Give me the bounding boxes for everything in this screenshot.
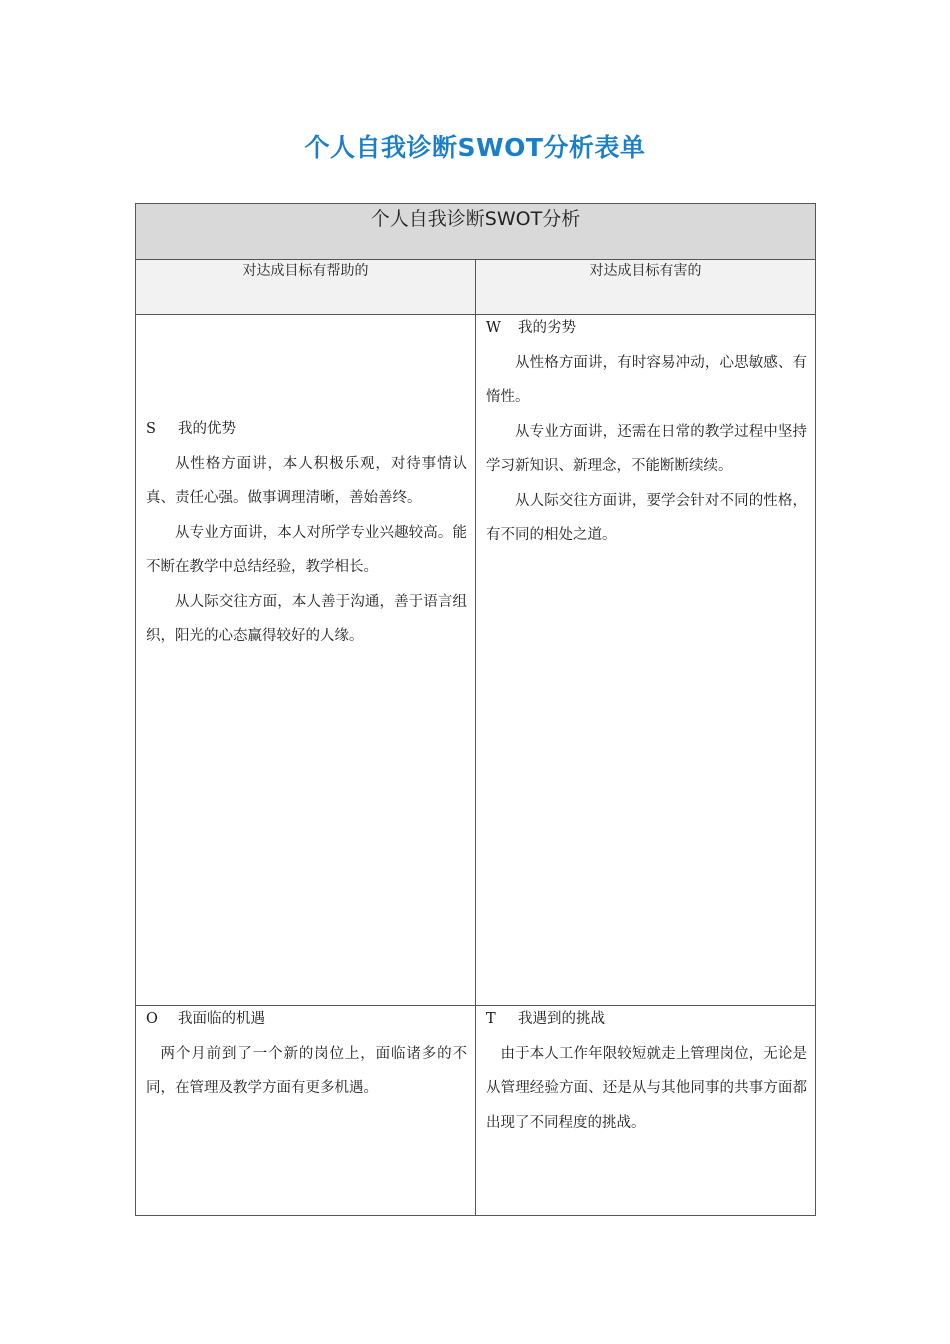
threats-paragraph: 由于本人工作年限较短就走上管理岗位，无论是从管理经验方面、还是从与其他同事的共事方面都出现了不同程度的挑战。 xyxy=(486,1045,808,1131)
opportunities-heading xyxy=(146,1002,467,1037)
strengths-heading xyxy=(146,412,467,447)
opportunities-cell xyxy=(136,1006,476,1216)
strengths-paragraph: 从专业方面讲，本人对所学专业兴趣较高。能不断在教学中总结经验，教学相长。 xyxy=(146,524,467,575)
opportunities-paragraph: 两个月前到了一个新的岗位上，面临诸多的不同，在管理及教学方面有更多机遇。 xyxy=(146,1045,467,1096)
weaknesses-letter: W xyxy=(486,320,501,336)
opportunities-letter: O xyxy=(146,1011,158,1027)
threats-letter: T xyxy=(486,1011,496,1027)
strengths-letter: S xyxy=(146,421,156,437)
weaknesses-paragraph: 从专业方面讲，还需在日常的教学过程中坚持学习新知识、新理念，不能断断续续。 xyxy=(486,423,808,474)
strengths-paragraph: 从人际交往方面，本人善于沟通，善于语言组织，阳光的心态赢得较好的人缘。 xyxy=(146,593,467,644)
threats-heading xyxy=(486,1002,807,1037)
column-header-harmful: 对达成目标有害的 xyxy=(476,260,816,315)
weaknesses-cell xyxy=(476,315,816,1006)
column-header-helpful: 对达成目标有帮助的 xyxy=(136,260,476,315)
strengths-title: 我的优势 xyxy=(178,421,236,437)
threats-title: 我遇到的挑战 xyxy=(518,1011,605,1027)
swot-table xyxy=(135,203,816,1216)
strengths-cell xyxy=(136,315,476,1006)
strengths-paragraph: 从性格方面讲，本人积极乐观，对待事情认真、责任心强。做事调理清晰，善始善终。 xyxy=(146,455,467,506)
threats-cell xyxy=(476,1006,816,1216)
table-header: 个人自我诊断SWOT分析 xyxy=(136,204,816,260)
document-title: 个人自我诊断SWOT分析表单 xyxy=(304,133,646,162)
weaknesses-title: 我的劣势 xyxy=(518,320,576,336)
weaknesses-heading xyxy=(486,311,807,346)
weaknesses-paragraph: 从性格方面讲，有时容易冲动，心思敏感、有惰性。 xyxy=(486,354,808,405)
weaknesses-paragraph: 从人际交往方面讲，要学会针对不同的性格，有不同的相处之道。 xyxy=(486,492,808,543)
opportunities-title: 我面临的机遇 xyxy=(178,1011,265,1027)
